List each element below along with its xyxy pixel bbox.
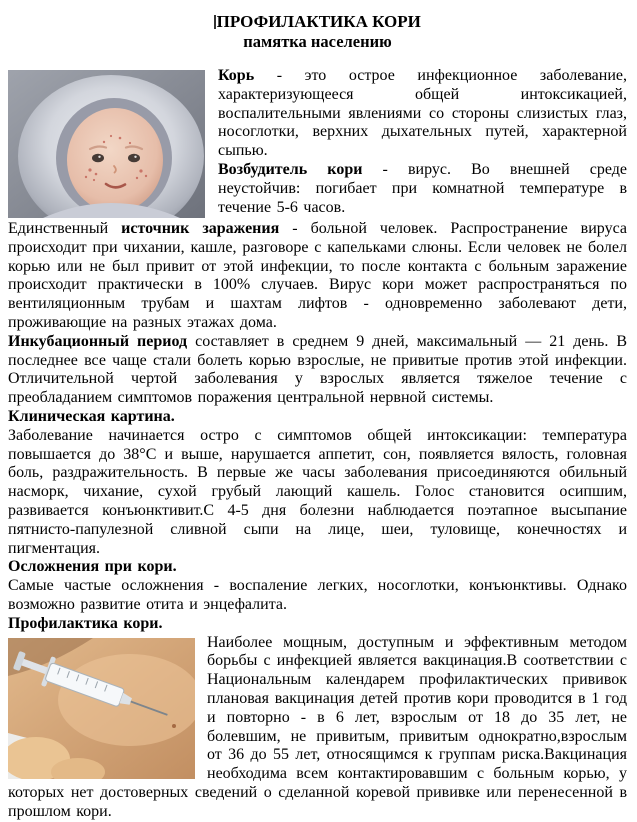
paragraph-incubation <box>8 333 627 408</box>
paragraph-complications: Самые частые осложнения - воспаление легких, носоглотки, конъюнктивы. Однако возможно развитие отита и энцефалита. <box>8 577 627 613</box>
heading-prevention: Профилактика кори. <box>8 614 163 632</box>
paragraph-prevention: Наиболее мощным, доступным и эффективным методом борьбы с инфекцией является вакцинация.В соответствии с Национальным календарем профилактических прививок плановая вакцинация детей против кори проводится в 1 год и повторно - в 6 лет, взрослым от 18 до 35 лет, не болевшим, не привитым, привитым однократно,взрослым от 36 до 55 лет, относящимся к группам риска.Вакцинация необходима всем контактировавшим с больным корью, у которых нет достоверных сведений о сделанной коревой прививке или перенесенной в прошлом кори. <box>8 633 627 820</box>
prevention-section <box>8 634 627 822</box>
heading-clinical-picture: Клиническая картина. <box>8 407 175 425</box>
heading-complications: Осложнения при кори. <box>8 558 177 576</box>
paragraph-infection-source <box>8 220 627 333</box>
term-infection-source: источник заражения <box>121 220 280 237</box>
vaccination-photo-image <box>8 638 195 779</box>
page-title-text: ПРОФИЛАКТИКА КОРИ <box>216 12 421 31</box>
page-title <box>8 12 627 32</box>
text-cursor <box>214 15 216 29</box>
source-pre-text: Единственный <box>8 220 122 237</box>
pathogen-text: - вирус. Во внешней среде неустойчив: погибает при комнатной температуре в течение 5-6 часов. <box>218 160 627 216</box>
incubation-text: составляет в среднем 9 дней, максимальный — 21 день. В последнее все чаще стали болеть корью взрослые, не привитые против этой инфекции. Отличительной чертой заболевания у взрослых является тяжелое течение с преобладанием симптомов поражения центральной нервной системы. <box>8 332 627 407</box>
term-pathogen: Возбудитель кори <box>218 160 363 178</box>
page-subtitle: памятка населению <box>243 32 392 51</box>
baby-photo-image <box>8 70 205 218</box>
definition-text: - это острое инфекционное заболевание, характеризующееся общей интоксикацией, воспалительными явлениями со стороны слизистых глаз, носоглотки, верхних дыхательных путей, характерной сыпью. <box>218 67 627 160</box>
term-incubation-period: Инкубационный период <box>8 332 188 350</box>
baby-photo <box>8 70 205 218</box>
paragraph-clinical-picture: Заболевание начинается остро с симптомов общей интоксикации: температура повышается до 38°С и выше, нарушается аппетит, сон, появляется вялость, головная боль, раздражительность. В первые же часы заболевания присоединяются обильный насморк, чихание, сухой грубый лающий кашель. Голос становится осипшим, развивается конъюнктивит.С 4-5 дня болезни наблюдается поэтапное высыпание пятнисто-папулезной сливной сыпи на лице, шеи, туловище, конечностях и пигментация. <box>8 426 627 557</box>
term-measles: Корь <box>218 67 255 84</box>
source-text: - больной человек. Распространение вируса происходит при чихании, кашле, разговоре с капельками слюны. Если человек не болел корью или не был привит от этой инфекции, то после контакта с больным заражение происходит практически в 100% случаев. Вирус кори может распространяться по вентиляционным трубам и шахтам лифтов - одновременно заболевают дети, проживающие на разных этажах дома. <box>8 220 627 331</box>
vaccination-photo <box>8 638 195 779</box>
intro-section <box>8 67 627 220</box>
